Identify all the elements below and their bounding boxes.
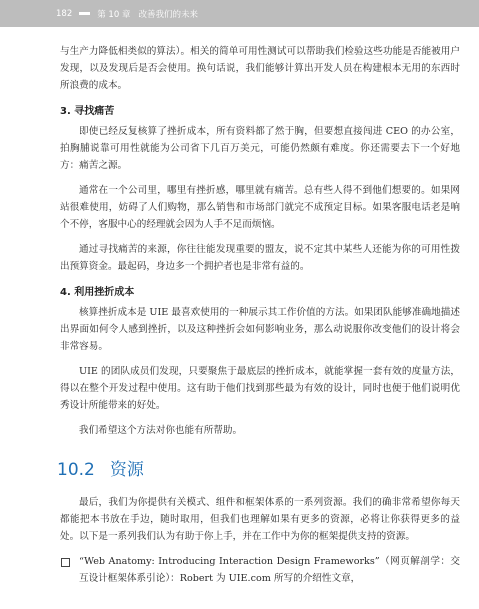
list-item [60, 553, 460, 587]
paragraph: 通过寻找痛苦的来源，你往往能发现重要的盟友，说不定其中某些人还能为你的可用性拨出预算资金。最起码，身边多一个拥护者也是非常有益的。 [60, 244, 460, 272]
section-heading [57, 455, 460, 480]
paragraph: 通常在一个公司里，哪里有挫折感，哪里就有痛苦。总有些人得不到他们想要的。如果网站很难使用，妨碍了人们购物，那么销售和市场部门就完不成预定目标。如果客服电话老是响个不停，客服中心的经理就会因为人手不足而烦恼。 [60, 185, 460, 230]
paragraph: 最后，我们为你提供有关模式、组件和框架体系的一系列资源。我们的确非常希望你每天都能把本书放在手边，随时取用，但我们也理解如果有更多的资源，必将让你获得更多的益处。以下是一系列我们认为有助于你上手，并在工作中为你的框架提供支持的资源。 [60, 497, 460, 542]
paragraph: UIE 的团队成员们发现，只要聚焦于最底层的挫折成本，就能掌握一套有效的度量方法，得以在整个开发过程中使用。这有助于他们找到那些最为有效的设计，同时也便于他们说明优秀设计所能带来的好处。 [60, 366, 460, 411]
page-number: 182 [56, 8, 73, 19]
checkbox-bullet-icon [61, 558, 70, 567]
paragraph: 即使已经反复核算了挫折成本，所有资料都了然于胸，但要想直接闯进 CEO 的办公室，拍胸脯说靠可用性就能为公司省下几百万美元，可能仍然颇有难度。你还需要去下一个好地方：痛苦之源。 [60, 126, 460, 171]
page-body [57, 43, 460, 587]
header-divider [79, 12, 90, 15]
running-header [0, 0, 479, 27]
subsection-heading: 4. 利用挫折成本 [60, 287, 135, 298]
paragraph: 核算挫折成本是 UIE 最喜欢使用的一种展示其工作价值的方法。如果团队能够准确地描述出界面如何令人感到挫折，以及这种挫折会如何影响业务，那么动说服你改变他们的设计将会非常容易。 [60, 307, 460, 352]
subsection-heading: 3. 寻找痛苦 [60, 106, 115, 117]
list-item-text: “Web Anatomy: Introducing Interaction Design Frameworks”（网页解剖学：交互设计框架体系引论）：Robert 为 UIE.com 所写的介绍性文章， [79, 556, 460, 584]
section-number: 10.2 [57, 460, 95, 480]
section-title: 资源 [109, 460, 144, 480]
paragraph: 与生产力降低相类似的算法）。相关的简单可用性测试可以帮助我们检验这些功能是否能被用户发现，以及发现后是否会使用。换句话说，我们能够计算出开发人员在构建根本无用的东西时所浪费的成本。 [60, 46, 460, 91]
chapter-label: 第 10 章 [97, 9, 131, 20]
paragraph: 我们希望这个方法对你也能有所帮助。 [79, 425, 243, 436]
chapter-title: 改善我们的未来 [138, 9, 198, 20]
